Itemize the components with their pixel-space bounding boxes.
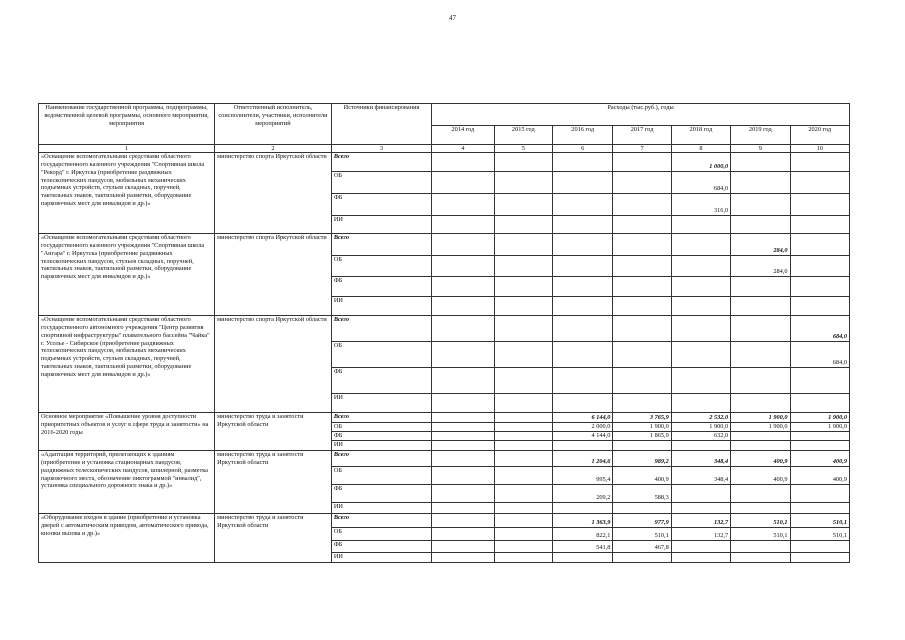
budget-table [38,103,850,563]
expense-value [432,528,494,541]
funding-source: ФБ [331,485,431,503]
expense-value [552,368,612,394]
expense-value [494,441,552,451]
expense-value [790,503,850,514]
expense-value [671,394,730,413]
expense-value [613,172,671,194]
activity-name: «Оснащение вспомогательными средствами областного государственного казенного учреждения "Спортивная школа "Ангара" г. Иркутска (приобретение раздвижных телескопических пандусов, стульев складных, поручней, тактильных знаков, тактильной разметки, оборудование парковочных мест для инвалидов и др.)» [39,234,215,316]
header-source: Источники финансирования [331,104,431,145]
header-year: 2016 год [552,126,612,145]
header-year: 2018 год [671,126,730,145]
table-row [39,514,850,528]
expense-value [790,394,850,413]
expense-value: 400,9 [731,467,790,485]
expense-value [552,394,612,413]
expense-value: 684,0 [790,342,850,368]
funding-source: Всего [331,413,431,423]
expense-value [432,514,494,528]
expense-value [790,432,850,441]
header-year: 2019 год [731,126,790,145]
expense-value: 588,3 [613,485,671,503]
funding-source: Всего [331,316,431,342]
expense-value: 1 900,0 [731,423,790,432]
expense-value: 2 000,0 [552,423,612,432]
funding-source: ИИ [331,441,431,451]
expense-value [671,541,730,553]
expense-value: 1 865,9 [613,432,671,441]
funding-source: ОБ [331,467,431,485]
funding-source: ФБ [331,277,431,297]
table-row [39,451,850,467]
expense-value [432,172,494,194]
expense-value [731,297,790,316]
table-row [39,413,850,423]
expense-value [432,394,494,413]
expense-value [671,277,730,297]
expense-value: 467,8 [613,541,671,553]
expense-value: 684,0 [671,172,730,194]
expense-value [613,394,671,413]
expense-value [790,485,850,503]
expense-value [731,432,790,441]
expense-value [790,194,850,216]
funding-source: ФБ [331,432,431,441]
table-row [39,153,850,172]
expense-value [432,467,494,485]
expense-value: 632,0 [671,432,730,441]
expense-value [432,368,494,394]
expense-value: 1 000,0 [671,153,730,172]
expense-value [613,153,671,172]
expense-value [494,503,552,514]
expense-value [790,216,850,234]
funding-source: Всего [331,153,431,172]
expense-value [432,297,494,316]
expense-value [790,368,850,394]
expense-value: 209,2 [552,485,612,503]
table-row [39,316,850,342]
expense-value [731,172,790,194]
expense-value [790,172,850,194]
expense-value [494,256,552,277]
expense-value [552,503,612,514]
expense-value: 2 532,0 [671,413,730,423]
expense-value [432,541,494,553]
column-number: 9 [731,145,790,153]
expense-value [613,441,671,451]
column-number: 3 [331,145,431,153]
expense-value [731,342,790,368]
expense-value: 822,1 [552,528,612,541]
expense-value: 989,2 [613,451,671,467]
expense-value [671,316,730,342]
executor-name: министерство спорта Иркутской области [215,234,332,316]
expense-value: 1 900,0 [613,423,671,432]
expense-value: 510,1 [790,528,850,541]
expense-value [731,194,790,216]
expense-value: 510,1 [731,528,790,541]
expense-value [432,153,494,172]
expense-value [494,153,552,172]
executor-name: министерство труда и занятости Иркутской области [215,514,332,563]
expense-value [613,297,671,316]
activity-name: «Оборудование входов в здание (приобретение и установка дверей с автоматическим приводом, автоматического привода, кнопки вызова и др.)» [39,514,215,563]
expense-value [432,423,494,432]
expense-value [790,541,850,553]
expense-value [552,234,612,256]
expense-value [671,553,730,563]
activity-name: «Оснащение вспомогательными средствами областного государственного автономного учреждения "Центр развития спортивной инфраструктуры" плавательного бассейна "Чайка" г. Усолье - Сибирское (приобретение раздвижных телескопических пандусов, мобильных механических подъемных устройств, стульев складных, поручней, тактильных знаков, тактильной разметки, оборудование парковочных мест для инвалидов и др.)» [39,316,215,413]
expense-value [552,256,612,277]
expense-value: 1 363,9 [552,514,612,528]
expense-value [432,216,494,234]
funding-source: ИИ [331,394,431,413]
expense-value [552,297,612,316]
expense-value [731,153,790,172]
funding-source: ИИ [331,297,431,316]
expense-value: 684,0 [790,316,850,342]
expense-value [432,234,494,256]
expense-value: 510,1 [731,514,790,528]
expense-value [613,194,671,216]
expense-value: 6 144,0 [552,413,612,423]
expense-value [432,485,494,503]
expense-value [494,234,552,256]
expense-value [494,423,552,432]
expense-value [731,485,790,503]
header-expenses: Расходы (тыс.руб.), годы [432,104,850,126]
activity-name: Основное мероприятие «Повышение уровня доступности приоритетных объектов и услуг в сфере труда и занятости» на 2016-2020 годы [39,413,215,451]
expense-value: 995,4 [552,467,612,485]
expense-value: 316,0 [671,194,730,216]
expense-value: 977,9 [613,514,671,528]
expense-value [494,432,552,441]
expense-value [494,485,552,503]
expense-value [432,277,494,297]
expense-value [790,441,850,451]
column-number: 5 [494,145,552,153]
expense-value [731,277,790,297]
expense-value [552,441,612,451]
expense-value [494,316,552,342]
expense-value [552,553,612,563]
expense-value [494,451,552,467]
expense-value [494,467,552,485]
expense-value [494,413,552,423]
expense-value [552,277,612,297]
expense-value [671,297,730,316]
funding-source: ИИ [331,216,431,234]
funding-source: ИИ [331,503,431,514]
expense-value: 510,1 [613,528,671,541]
expense-value [731,441,790,451]
expense-value [731,541,790,553]
expense-value [432,342,494,368]
expense-value [432,553,494,563]
expense-value [613,277,671,297]
header-name: Наименование государственной программы, подпрограммы, ведомственной целевой программы, основного мероприятия, мероприятия [39,104,215,145]
expense-value [790,553,850,563]
expense-value: 284,0 [731,256,790,277]
funding-source: ОБ [331,172,431,194]
expense-value [613,316,671,342]
expense-value [790,234,850,256]
expense-value: 1 900,0 [671,423,730,432]
expense-value [552,316,612,342]
expense-value: 348,4 [671,451,730,467]
expense-value [494,342,552,368]
expense-value [671,368,730,394]
expense-value: 400,9 [731,451,790,467]
expense-value [613,368,671,394]
expense-value [494,528,552,541]
column-number: 10 [790,145,850,153]
expense-value [671,503,730,514]
expense-value [552,194,612,216]
expense-value: 3 765,9 [613,413,671,423]
expense-value: 348,4 [671,467,730,485]
expense-value: 4 144,0 [552,432,612,441]
expense-value [613,553,671,563]
expense-value [613,256,671,277]
header-year: 2014 год [432,126,494,145]
expense-value [790,277,850,297]
budget-body [39,153,850,563]
executor-name: министерство труда и занятости Иркутской области [215,413,332,451]
expense-value [494,541,552,553]
expense-value [790,256,850,277]
expense-value [494,297,552,316]
column-number: 1 [39,145,215,153]
expense-value [494,172,552,194]
expense-value [552,216,612,234]
expense-value: 400,9 [613,467,671,485]
executor-name: министерство труда и занятости Иркутской области [215,451,332,514]
column-number: 6 [552,145,612,153]
expense-value: 400,9 [790,467,850,485]
expense-value [494,194,552,216]
column-number: 7 [613,145,671,153]
expense-value [731,216,790,234]
expense-value [432,316,494,342]
expense-value [494,514,552,528]
expense-value [731,503,790,514]
expense-value [613,503,671,514]
expense-value [731,316,790,342]
expense-value [671,256,730,277]
header-executor: Ответственный исполнитель, соисполнители, участники, исполнители мероприятий [215,104,332,145]
expense-value [494,216,552,234]
expense-value [731,553,790,563]
expense-value [790,297,850,316]
expense-value: 510,1 [790,514,850,528]
funding-source: Всего [331,451,431,467]
expense-value: 400,9 [790,451,850,467]
expense-value [432,194,494,216]
expense-value [671,342,730,368]
expense-value [613,216,671,234]
executor-name: министерство спорта Иркутской области [215,316,332,413]
funding-source: ОБ [331,342,431,368]
table-row [39,234,850,256]
expense-value [432,413,494,423]
expense-value: 1 900,0 [790,413,850,423]
expense-value [552,342,612,368]
expense-value [552,153,612,172]
expense-value: 1 900,0 [790,423,850,432]
header-year: 2017 год [613,126,671,145]
expense-value [494,368,552,394]
expense-value [671,216,730,234]
activity-name: «Оснащение вспомогательными средствами областного государственного казенного учреждения "Спортивная школа "Рекорд" г. Иркутска (приобретение раздвижных телескопических пандусов, мобильных механических подъемных устройств, стульев складных, поручней, тактильных знаков, тактильной разметки, оборудование парковочных мест для инвалидов и др.)» [39,153,215,234]
expense-value [613,342,671,368]
expense-value [432,503,494,514]
funding-source: ОБ [331,423,431,432]
expense-value [671,441,730,451]
expense-value [432,256,494,277]
expense-value: 1 204,6 [552,451,612,467]
executor-name: министерство спорта Иркутской области [215,153,332,234]
expense-value [671,234,730,256]
expense-value [432,451,494,467]
funding-source: ОБ [331,528,431,541]
page-number: 47 [449,14,456,22]
expense-value: 132,7 [671,528,730,541]
column-number: 8 [671,145,730,153]
expense-value [731,368,790,394]
column-number: 4 [432,145,494,153]
funding-source: Всего [331,234,431,256]
funding-source: Всего [331,514,431,528]
expense-value [432,441,494,451]
expense-value: 1 900,0 [731,413,790,423]
expense-value [494,394,552,413]
expense-value [790,153,850,172]
expense-value [494,277,552,297]
expense-value: 132,7 [671,514,730,528]
funding-source: ИИ [331,553,431,563]
header-year: 2015 год [494,126,552,145]
expense-value [731,394,790,413]
expense-value: 284,0 [731,234,790,256]
header-year: 2020 год [790,126,850,145]
expense-value [671,485,730,503]
expense-value [494,553,552,563]
funding-source: ФБ [331,541,431,553]
funding-source: ФБ [331,194,431,216]
column-number: 2 [215,145,332,153]
expense-value [432,432,494,441]
funding-source: ОБ [331,256,431,277]
expense-value: 541,8 [552,541,612,553]
funding-source: ФБ [331,368,431,394]
expense-value [613,234,671,256]
expense-value [552,172,612,194]
activity-name: «Адаптация территорий, прилегающих к зданиям (приобретение и установка стационарных пандусов, раздвижных телескопических пандусов, шпилерной, разметка парковочного места, обозначение пиктограммой "инвалид", установка специального дорожного знака и др.)» [39,451,215,514]
